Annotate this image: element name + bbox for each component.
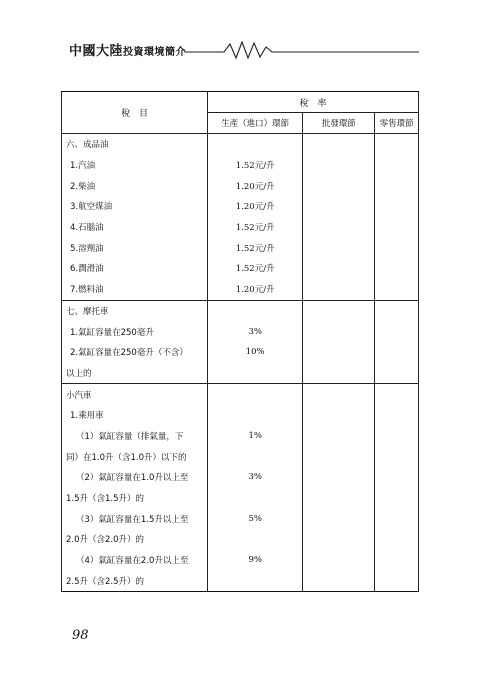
row-rate: 1.20元/升: [207, 279, 303, 300]
row-item: 1.乘用車: [62, 405, 208, 426]
table-row: [62, 300, 419, 321]
row-rate: [207, 384, 303, 405]
row-rate: 3%: [207, 467, 303, 488]
table-row: [62, 405, 419, 426]
page-number: 98: [72, 628, 89, 643]
row-item: 6.潤滑油: [62, 258, 208, 279]
row-item: 1.氣缸容量在250毫升: [62, 321, 208, 342]
row-rate: 1.20元/升: [207, 196, 303, 217]
row-rate: 1%: [207, 426, 303, 447]
row-rate: [207, 134, 303, 155]
row-item: 以上的: [62, 363, 208, 384]
row-rate: [207, 529, 303, 550]
row-item: （1）氣缸容量（排氣量，下: [62, 426, 208, 447]
row-rate: 9%: [207, 550, 303, 571]
table-row: [62, 155, 419, 176]
table-row: [62, 467, 419, 488]
table-row: [62, 196, 419, 217]
table-row: [62, 279, 419, 300]
row-item: 1.5升（含1.5升）的: [62, 488, 208, 509]
table-row: [62, 550, 419, 571]
row-item: 六、成品油: [62, 134, 208, 155]
row-item: 2.氣缸容量在250毫升（不含）: [62, 342, 208, 363]
col-header-item: 稅 目: [62, 92, 208, 134]
row-rate: [207, 570, 303, 591]
row-item: 七、摩托車: [62, 300, 208, 321]
table-row: [62, 529, 419, 550]
row-rate: 1.52元/升: [207, 237, 303, 258]
col-header-retail: 零售環節: [375, 113, 419, 134]
table-row: [62, 363, 419, 384]
row-rate: 1.20元/升: [207, 175, 303, 196]
row-item: 小汽車: [62, 384, 208, 405]
table-row: [62, 508, 419, 529]
row-rate: 3%: [207, 321, 303, 342]
table-row: [62, 134, 419, 155]
row-item: 2.5升（含2.5升）的: [62, 570, 208, 591]
table-row: [62, 446, 419, 467]
row-item: （3）氣缸容量在1.5升以上至: [62, 508, 208, 529]
row-rate: 1.52元/升: [207, 217, 303, 238]
table-row: [62, 426, 419, 447]
row-rate: 5%: [207, 508, 303, 529]
table-row: [62, 570, 419, 591]
row-rate: 1.52元/升: [207, 155, 303, 176]
col-header-wholesale: 批發環節: [303, 113, 375, 134]
row-rate: [207, 488, 303, 509]
row-item: 1.汽油: [62, 155, 208, 176]
row-item: （4）氣缸容量在2.0升以上至: [62, 550, 208, 571]
row-rate: 10%: [207, 342, 303, 363]
header-wave-line: [184, 38, 419, 60]
row-item: 3.航空煤油: [62, 196, 208, 217]
consumption-tax-table: [61, 91, 419, 592]
row-item: 7.燃料油: [62, 279, 208, 300]
table-row: [62, 342, 419, 363]
row-rate: [207, 363, 303, 384]
row-rate: [207, 405, 303, 426]
row-rate: 1.52元/升: [207, 258, 303, 279]
table-row: [62, 321, 419, 342]
table-row: [62, 175, 419, 196]
row-item: 2.0升（含2.0升）的: [62, 529, 208, 550]
row-item: 同）在1.0升（含1.0升）以下的: [62, 446, 208, 467]
header-title: [69, 40, 186, 59]
table-row: [62, 488, 419, 509]
row-rate: [207, 300, 303, 321]
table-row: [62, 237, 419, 258]
row-item: （2）氣缸容量在1.0升以上至: [62, 467, 208, 488]
row-rate: [207, 446, 303, 467]
running-header: [69, 38, 419, 62]
row-item: 5.溶劑油: [62, 237, 208, 258]
table-row: [62, 258, 419, 279]
table-row: [62, 384, 419, 405]
table-row: [62, 217, 419, 238]
col-header-rate-group: 稅 率: [207, 92, 418, 113]
row-item: 4.石腦油: [62, 217, 208, 238]
row-item: 2.柴油: [62, 175, 208, 196]
header-title-sub: 投資環境簡介: [123, 47, 187, 58]
col-header-production: 生產（進口）環節: [207, 113, 303, 134]
header-title-main: 中國大陸: [69, 44, 124, 59]
